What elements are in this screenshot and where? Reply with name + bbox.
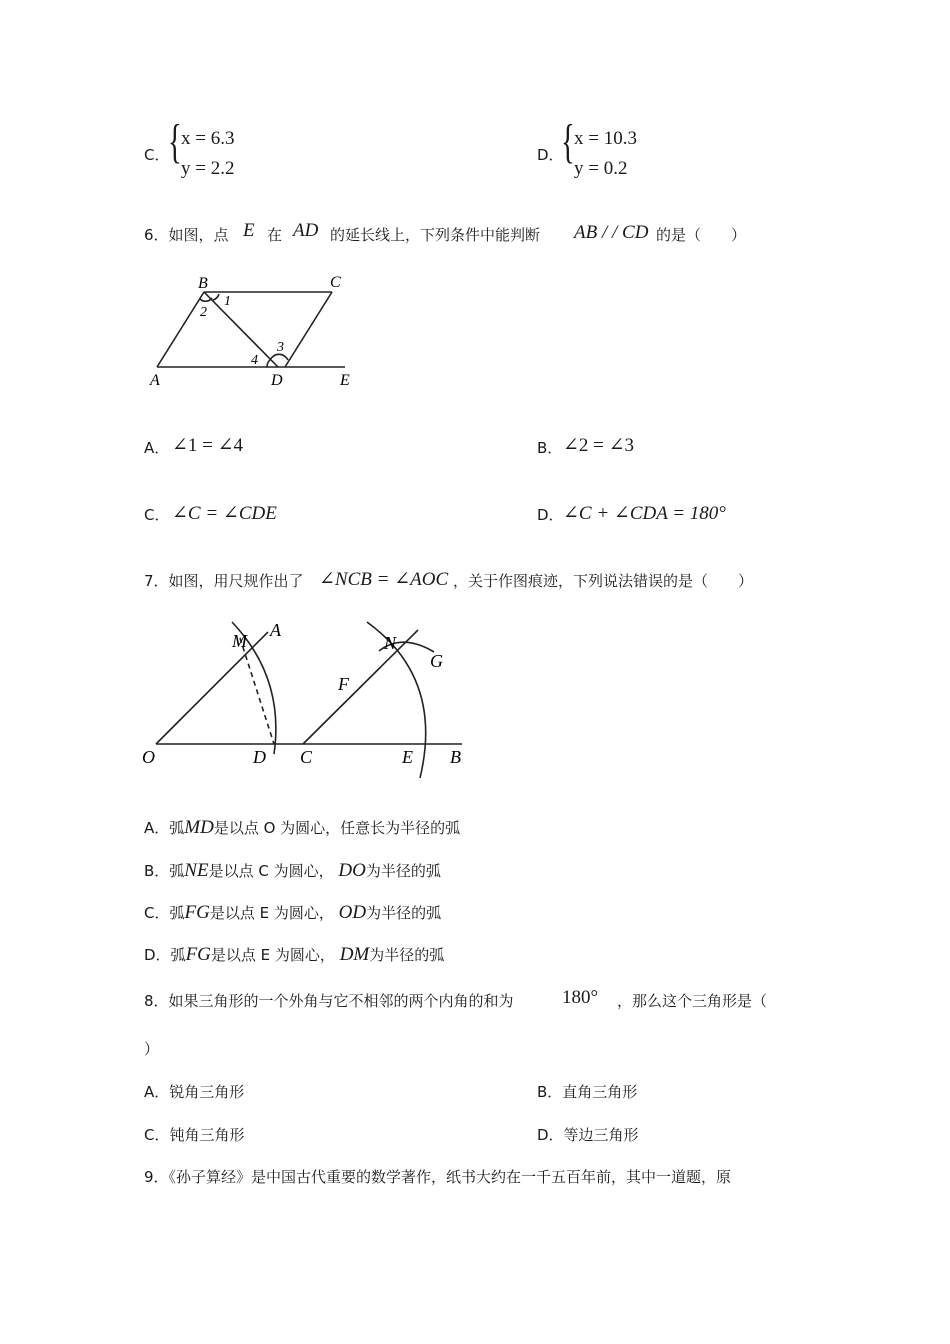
q7-label-m: M [232, 631, 247, 651]
q6-option-a-label: A． [144, 439, 170, 457]
q7-option-d-tail: 为半径的弧 [369, 946, 445, 964]
q6-parallel-expr: AB / / CD [574, 222, 649, 243]
q6-option-b-label: B． [537, 439, 563, 457]
q7-option-c-tail: 为半径的弧 [366, 904, 442, 922]
q7-option-a-rest: 是以点 O 为圆心，任意长为半径的弧 [213, 819, 461, 837]
q7-label-n: N [384, 633, 397, 653]
q7-stem-b: ，关于作图痕迹，下列说法错误的是（ ） [453, 572, 754, 590]
q6-stem-a: 6．如图，点 [144, 226, 229, 244]
q6-option-d-label: D． [537, 506, 564, 524]
q6-label-b: B [198, 275, 208, 292]
q7-option-a [144, 817, 460, 839]
q8-stem-b: ，那么这个三角形是（ [617, 992, 768, 1010]
q7-angle-expr: ∠NCB = ∠AOC [319, 569, 449, 590]
q6-segment-ad: AD [293, 220, 319, 241]
q5-option-d-line2: y = 0.2 [574, 158, 628, 179]
q6-point-e: E [243, 220, 255, 241]
q6-label-d: D [271, 372, 283, 389]
q6-stem-c: 的延长线上，下列条件中能判断 [330, 226, 541, 244]
q7-option-b-rest: 是以点 C 为圆心， [208, 862, 334, 880]
q7-option-c-rest: 是以点 E 为圆心， [209, 904, 334, 922]
q5-option-c-line1: x = 6.3 [181, 128, 235, 149]
q6-option-b-expr: ∠2 = ∠3 [563, 435, 635, 456]
q5-option-d-line1: x = 10.3 [574, 128, 637, 149]
q7-option-d [144, 944, 444, 966]
q7-option-d-label: D．弧 [144, 946, 186, 964]
q7-label-f: F [338, 674, 349, 694]
q9-stem: 9．《孙子算经》是中国古代重要的数学著作，纸书大约在一千五百年前，其中一道题，原 [144, 1168, 732, 1186]
q6-label-c: C [330, 274, 341, 291]
q6-label-2: 2 [200, 305, 207, 320]
q8-degree: 180° [562, 987, 599, 1008]
q7-option-c-arc: FG [184, 902, 210, 923]
q7-option-c-label: C．弧 [144, 904, 185, 922]
q8-option-d: D．等边三角形 [537, 1126, 639, 1144]
q7-label-o: O [142, 747, 155, 767]
q6-figure [140, 268, 370, 392]
q7-option-b [144, 860, 441, 882]
q6-label-a: A [150, 372, 160, 389]
q7-option-a-label: A．弧 [144, 819, 185, 837]
q7-label-e: E [402, 747, 413, 767]
q6-option-a-expr: ∠1 = ∠4 [172, 435, 244, 456]
q6-label-1: 1 [224, 294, 231, 309]
q7-option-d-arc: FG [185, 944, 211, 965]
q5-option-d-brace: { [561, 115, 575, 168]
q7-option-b-tail: 为半径的弧 [365, 862, 441, 880]
q7-option-c [144, 902, 441, 924]
q6-label-4: 4 [251, 353, 258, 368]
q6-stem-b: 在 [267, 226, 283, 244]
q5-option-d-label: D． [537, 146, 564, 164]
q8-option-a: A．锐角三角形 [144, 1083, 245, 1101]
q7-figure [140, 618, 470, 778]
q7-label-g: G [430, 651, 443, 671]
q7-option-b-radius: DO [338, 860, 366, 881]
q6-option-c-expr: ∠C = ∠CDE [172, 503, 277, 524]
q7-label-c: C [300, 747, 313, 767]
q8-stem-c: ） [144, 1040, 160, 1058]
q7-option-b-label: B．弧 [144, 862, 185, 880]
q6-option-c-label: C． [144, 506, 170, 524]
q7-option-a-arc: MD [184, 817, 214, 838]
q8-stem-a: 8．如果三角形的一个外角与它不相邻的两个内角的和为 [144, 992, 514, 1010]
q8-option-b: B．直角三角形 [537, 1083, 638, 1101]
q5-option-c-brace: { [168, 115, 182, 168]
q6-label-e: E [340, 372, 350, 389]
q5-option-c-label: C． [144, 146, 170, 164]
q7-label-d: D [253, 747, 266, 767]
q5-option-c-line2: y = 2.2 [181, 158, 235, 179]
q6-stem-d: 的是（ ） [656, 226, 747, 244]
q7-option-c-radius: OD [338, 902, 367, 923]
q7-label-b: B [450, 747, 461, 767]
q7-label-a: A [270, 620, 281, 640]
q7-option-b-arc: NE [184, 860, 209, 881]
q7-stem-a: 7．如图，用尺规作出了 [144, 572, 304, 590]
q6-label-3: 3 [277, 340, 284, 355]
q6-option-d-expr: ∠C + ∠CDA = 180° [563, 503, 726, 524]
q7-option-d-radius: DM [339, 944, 370, 965]
q8-option-c: C．钝角三角形 [144, 1126, 245, 1144]
q7-option-d-rest: 是以点 E 为圆心， [210, 946, 335, 964]
